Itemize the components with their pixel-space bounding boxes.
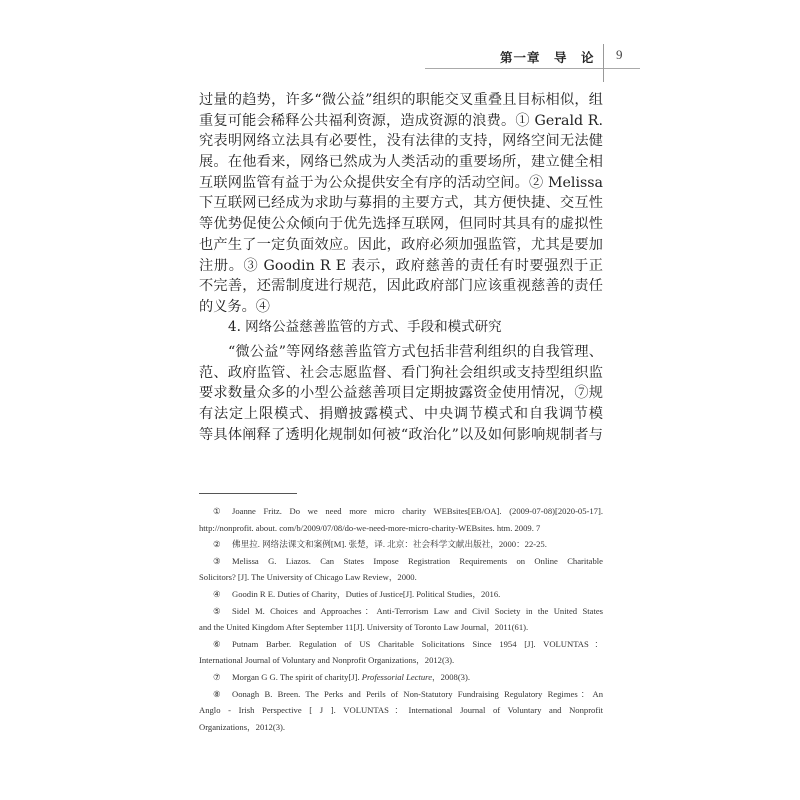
footnote-8: ⑧ Oonagh B. Breen. The Perks and Perils of Non-Statutory Fundraising Regulatory Regimes：An: [199, 686, 603, 703]
footnote-7: ⑦ Morgan G G. The spirit of charity[J]. Professorial Lecture，2008(3).: [199, 669, 603, 686]
text-line: 等具体阐释了透明化规制如何被“政治化”以及如何影响规制者与: [199, 426, 603, 443]
text-line: 展。在他看来，网络已然成为人类活动的重要场所，建立健全相: [199, 154, 603, 171]
text-line: “微公益”等网络慈善监管方式包括非营利组织的自我管理、: [228, 344, 603, 360]
chapter-title: 第一章 导 论: [500, 50, 595, 65]
text-line: 重复可能会稀释公共福利资源，造成资源的浪费。① Gerald R.: [199, 112, 603, 129]
text-line: 等优势促使公众倾向于优先选择互联网，但同时其具有的虚拟性: [199, 216, 603, 233]
footnote-marker: ⑥: [213, 638, 221, 649]
page-number: 9: [616, 47, 623, 62]
paragraph-2: [199, 342, 603, 445]
section-heading: 4. 网络公益慈善监管的方式、手段和模式研究: [228, 319, 502, 335]
text-line: 也产生了一定负面效应。因此，政府必须加强监管，尤其是要加: [199, 236, 603, 253]
paragraph-1: [199, 90, 603, 318]
footnote-marker: ⑤: [213, 605, 221, 616]
footnote-8-cont: Organizations，2012(3).: [199, 721, 286, 732]
text-line: 的义务。④: [199, 298, 270, 315]
footnotes: [199, 503, 603, 735]
footnote-4: ④ Goodin R E. Duties of Charity，Duties of Justice[J]. Political Studies，2016.: [199, 586, 603, 603]
text-line: 注册。③ Goodin R E 表示，政府慈善的责任有时要强烈于正: [199, 257, 603, 274]
text-line: 究表明网络立法具有必要性，没有法律的支持，网络空间无法健: [199, 133, 603, 150]
footnote-1-cont: http://nonprofit. about. com/b/2009/07/08/do-we-need-more-micro-charity-WEBsites. htm. 2009. 7: [199, 522, 541, 533]
footnote-rule: [199, 493, 297, 494]
text-line: 要求数量众多的小型公益慈善项目定期披露资金使用情况，⑦规: [199, 385, 603, 402]
footnote-3-cont: Solicitors? [J]. The University of Chicago Law Review，2000.: [199, 572, 417, 583]
footnote-marker: ⑧: [213, 688, 221, 699]
footnote-8-cont: Anglo - Irish Perspective [ J ]. VOLUNTAS：International Journal of Voluntary and Nonprofit: [199, 705, 603, 716]
footnote-marker: ④: [213, 588, 221, 599]
footnote-5: ⑤ Sidel M. Choices and Approaches：Anti-Terrorism Law and Civil Society in the United States: [199, 603, 603, 620]
footnote-marker: ②: [213, 539, 221, 550]
header-rule: [425, 68, 640, 69]
text-line: 范、政府监管、社会志愿监督、看门狗社会组织或支持型组织监: [199, 364, 603, 381]
footnote-2: ② 佛里拉. 网络法课文和案例[M]. 张楚，译. 北京：社会科学文献出版社，2000：22-25.: [199, 536, 603, 553]
text-line: 有法定上限模式、捐赠披露模式、中央调节模式和自我调节模: [199, 406, 603, 423]
header-divider: [603, 44, 604, 82]
text-line: 下互联网已经成为求助与募捐的主要方式，其方便快捷、交互性: [199, 195, 603, 212]
footnote-5-cont: and the United Kingdom After September 11[J]. University of Toronto Law Journal，2011(61).: [199, 622, 529, 633]
footnote-3: ③ Melissa G. Liazos. Can States Impose Registration Requirements on Online Charitable: [199, 553, 603, 570]
text-line: 互联网监管有益于为公众提供安全有序的活动空间。② Melissa: [199, 174, 603, 191]
footnote-marker: ③: [213, 555, 221, 566]
footnote-marker: ①: [213, 506, 221, 516]
footnote-6-cont: International Journal of Voluntary and Nonprofit Organizations，2012(3).: [199, 655, 455, 666]
journal-title: Professorial Lecture: [361, 671, 433, 682]
section-heading-block: [199, 317, 603, 338]
text-line: 过量的趋势，许多“微公益”组织的职能交叉重叠且目标相似，组: [199, 92, 603, 108]
footnote-6: ⑥ Putnam Barber. Regulation of US Charitable Solicitations Since 1954 [J]. VOLUNTAS：: [199, 636, 603, 653]
footnote-1: ① Joanne Fritz. Do we need more micro charity WEBsites[EB/OA]. (2009-07-08)[2020-05-17].: [199, 503, 603, 520]
text-line: 不完善，还需制度进行规范，因此政府部门应该重视慈善的责任: [199, 278, 603, 295]
footnote-marker: ⑦: [213, 671, 221, 682]
